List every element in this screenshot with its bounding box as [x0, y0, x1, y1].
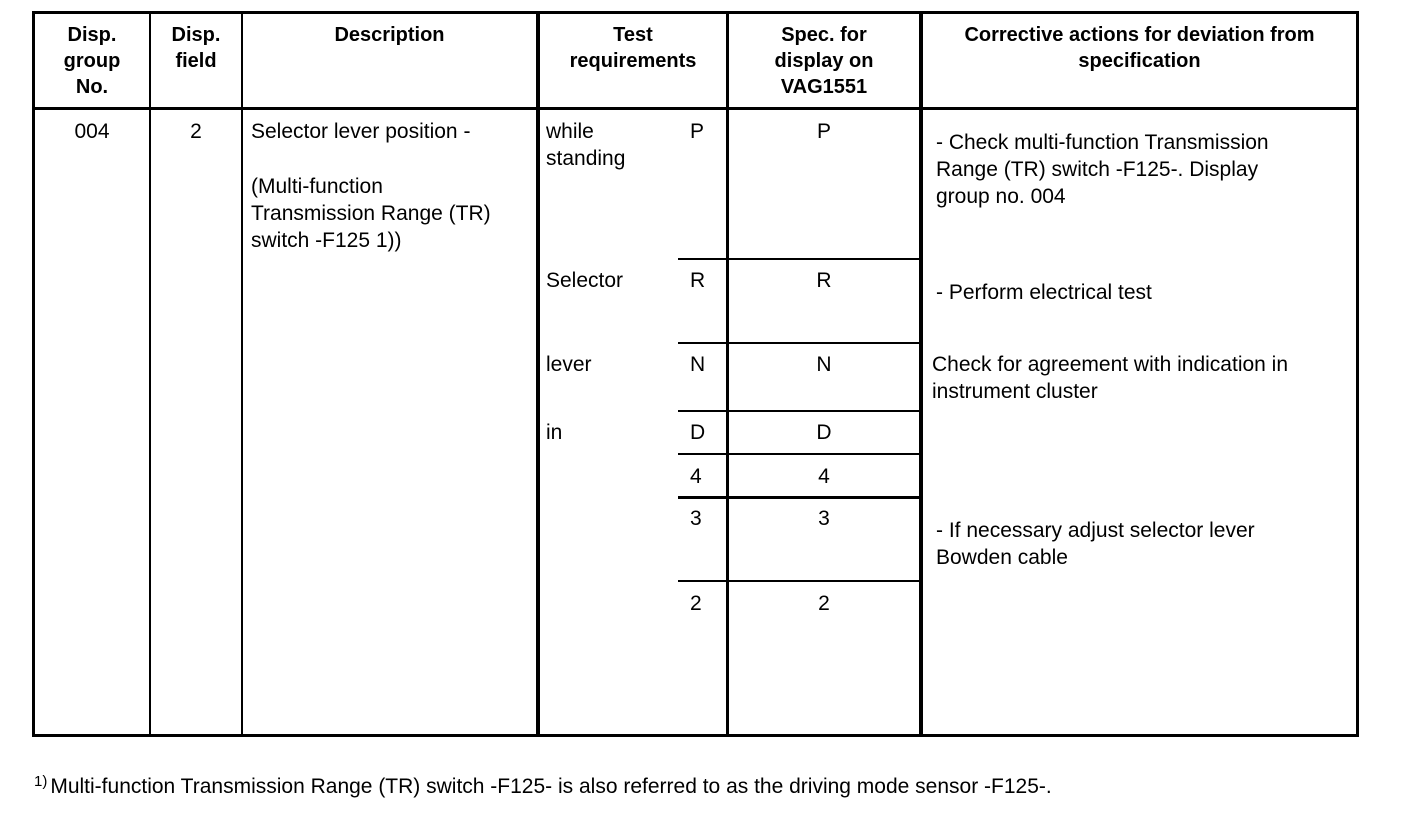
column-divider: [241, 11, 243, 737]
row-divider: [678, 580, 921, 582]
row-divider: [678, 496, 921, 499]
row-divider: [678, 410, 921, 412]
requirement-position: P: [690, 120, 705, 143]
footnote-marker: 1): [34, 773, 48, 790]
requirement-position: R: [690, 269, 706, 292]
action-electrical-test: - Perform electrical test: [936, 281, 1152, 304]
table-border-top: [32, 11, 1359, 14]
spec-value: R: [816, 269, 832, 292]
spec-value: P: [816, 120, 831, 143]
condition-lever: lever: [546, 353, 592, 376]
footnote: [34, 768, 1052, 801]
footnote-text: Multi-function Transmission Range (TR) switch -F125- is also referred to as the driving mode sensor -F125-.: [50, 775, 1052, 798]
spec-value: 2: [818, 592, 830, 615]
header-test-requirements: Test requirements: [569, 24, 697, 72]
condition-selector: Selector: [546, 269, 624, 292]
header-description: Description: [334, 24, 445, 46]
header-disp-field: Disp. field: [171, 24, 221, 72]
table-border-right: [1356, 11, 1359, 737]
action-check-agreement: Check for agreement with indication in instrument cluster: [932, 353, 1289, 403]
description-note: (Multi-function Transmission Range (TR) switch -F125 1)): [251, 175, 491, 252]
column-divider: [536, 11, 540, 737]
column-divider: [919, 11, 923, 737]
requirement-position: D: [690, 421, 706, 444]
row-divider: [678, 453, 921, 455]
condition-in: in: [546, 421, 563, 444]
action-check-switch: - Check multi-function Transmission Range (TR) switch -F125-. Display group no. 004: [936, 131, 1269, 208]
group-number: 004: [74, 120, 110, 143]
requirement-position: 4: [690, 465, 702, 488]
requirement-position: 2: [690, 592, 702, 615]
requirement-position: 3: [690, 507, 702, 530]
condition-while-standing: while standing: [546, 120, 626, 170]
spec-value: D: [816, 421, 832, 444]
spec-value: 4: [818, 465, 830, 488]
header-disp-group: Disp. group No.: [63, 24, 121, 98]
field-number: 2: [190, 120, 202, 143]
requirement-position: N: [690, 353, 706, 376]
header-divider: [32, 107, 1359, 110]
diagnostic-table: [32, 11, 1359, 737]
row-divider: [678, 342, 921, 344]
action-adjust-cable: - If necessary adjust selector lever Bowden cable: [936, 519, 1255, 569]
row-divider: [678, 258, 921, 260]
spec-value: N: [816, 353, 832, 376]
header-spec: Spec. for display on VAG1551: [774, 24, 874, 98]
description-title: Selector lever position -: [251, 120, 471, 143]
spec-value: 3: [818, 507, 830, 530]
table-border-bottom: [32, 734, 1359, 737]
header-corrective-actions: Corrective actions for deviation from specification: [964, 24, 1315, 72]
